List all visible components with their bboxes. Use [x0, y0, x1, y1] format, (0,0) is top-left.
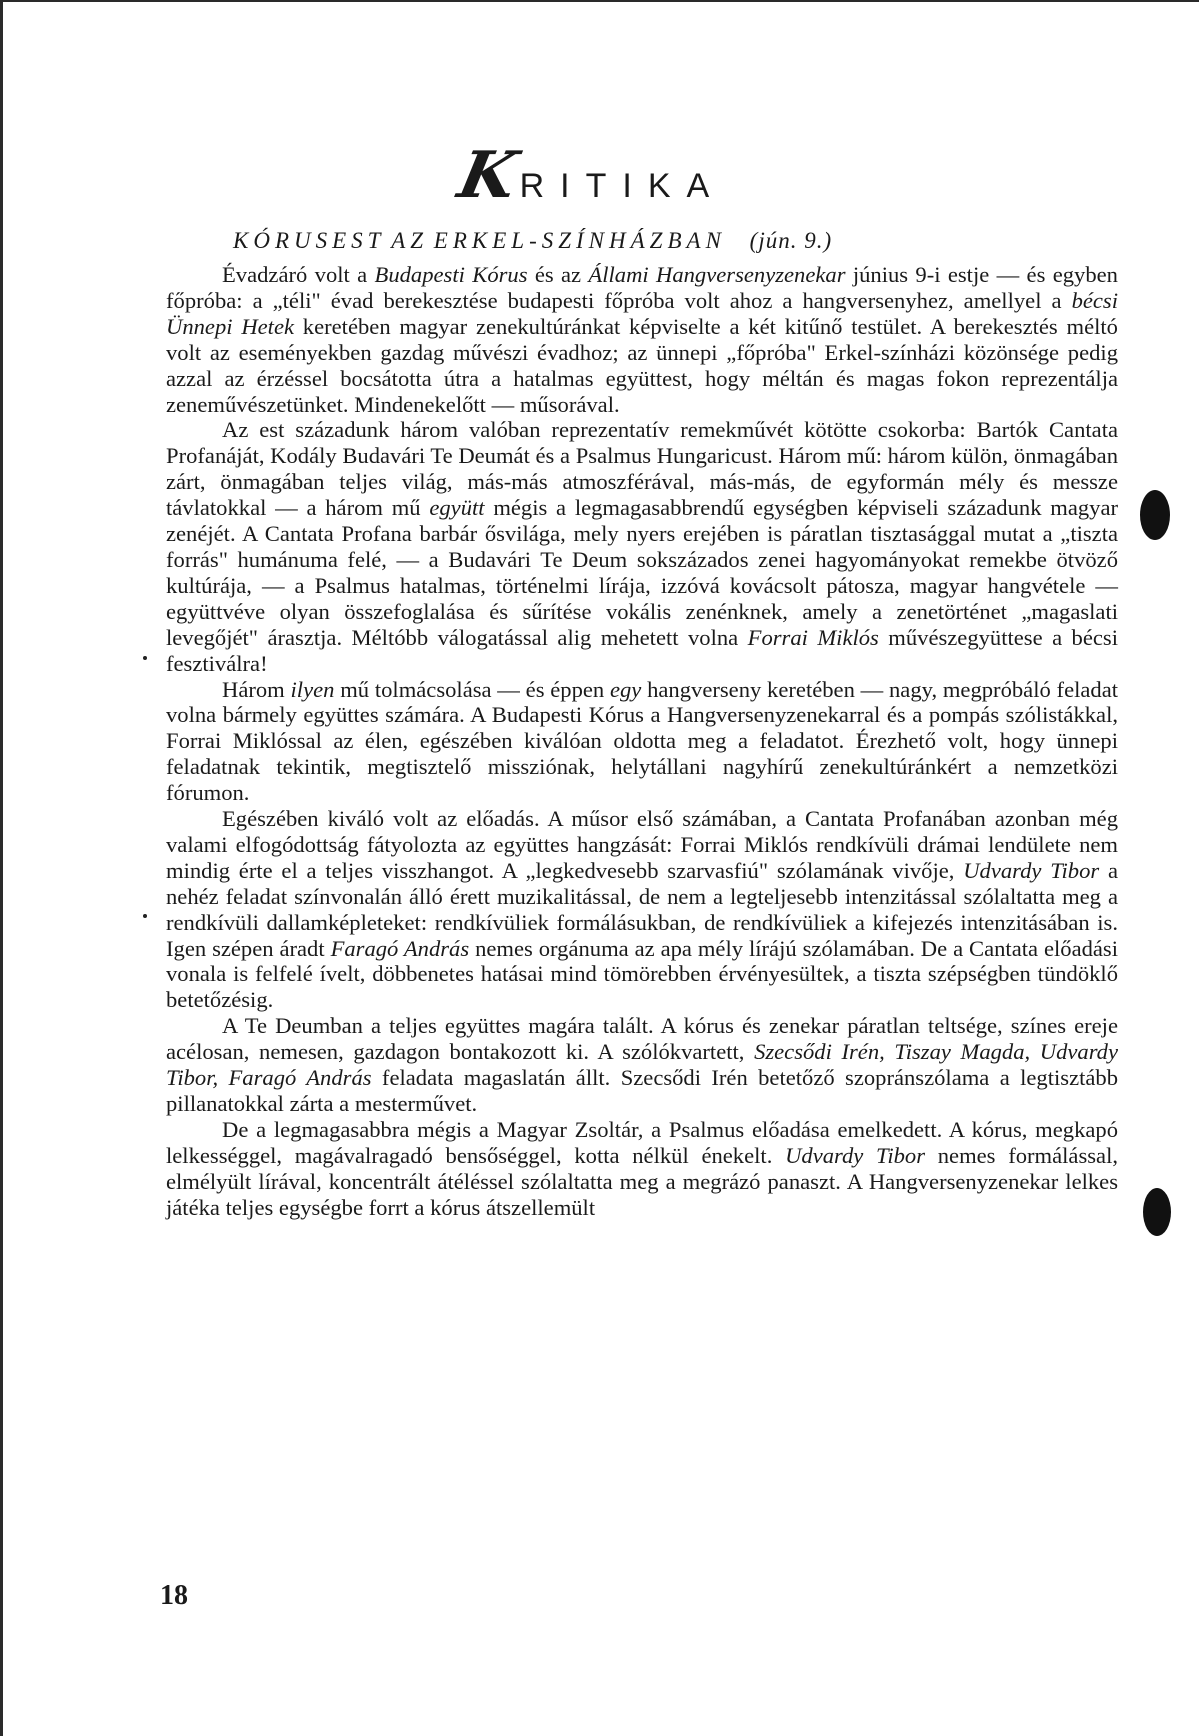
emphasis: bécsi Ünnepi Hetek — [166, 287, 1118, 339]
page-number: 18 — [160, 1580, 188, 1611]
emphasis: Udvardy Tibor — [785, 1142, 926, 1168]
emphasis: Faragó András — [330, 935, 470, 961]
headline-part-2: AZ — [391, 228, 429, 253]
emphasis: Szecsődi Irén, Tiszay Magda, Udvardy Tibor, Faragó András — [166, 1039, 1118, 1091]
emphasis: Budapesti Kórus — [374, 262, 528, 287]
article-headline — [233, 226, 1073, 256]
text: nemes formálással, elmélyült lírával, koncentrált átéléssel szólaltatta meg a megrázó panaszt. A Hangversenyzenekar lelkes játéka teljes egységbe forrt a kórus átszellemült — [166, 1142, 1118, 1220]
emphasis: együtt — [429, 495, 485, 521]
paragraph-2 — [166, 417, 1118, 676]
margin-speck — [143, 914, 147, 918]
text: a nehéz feladat színvonalán álló érett muzikalitással, de nem a legteljesebb intenzitással szólaltatta meg a rendkívüli dallamképleteket: rendkívüliek formálásukban, de rendkívüliek a kifejezés intenzitásában is. Igen szépen áradt — [166, 857, 1118, 961]
text: és az — [527, 262, 589, 287]
text: Három — [222, 676, 291, 702]
section-title-initial: K — [452, 138, 524, 213]
text: mégis a legmagasabbrendű egységben képviseli századunk magyar zenéjét. A Cantata Profana barbár ősvilága, mely nyers erejében is páratlan tisztasággal mutat a „tiszta forrás" humánuma felé, — a Budavári Te Deum sokszázados zenei hagyományokat remekbe ötvöző kultúrája, — a Psalmus hatalmas, történelmi lírája, izzóvá kovácsolt pátosza, magyar hangvétele — együttvéve olyan összefoglalása és sűrítése vokális zenénknek, amely a zenetörténet „magaslati levegőjét" árasztja. Méltóbb válogatással alig mehetett volna — [166, 495, 1118, 650]
binding-hole-mark — [1140, 490, 1170, 540]
section-title — [452, 138, 860, 213]
text: Egészében kiváló volt az előadás. A műsor első számában, a Cantata Profanában azonban még valami elfogódottság fátyolozta az együttes hangzását: Forrai Miklós rendkívüli drámai lendülete nem mindig érte el a teljes visszhangot. A „legkedvesebb szarvasfiú" szólamának vivője, — [166, 806, 1118, 883]
text: De a legmagasabbra mégis a Magyar Zsoltár, a Psalmus előadása emelkedett. A kórus, megkapó lelkességgel, magávalragadó bensőséggel, kotta nélkül énekelt. — [166, 1116, 1118, 1168]
text: A Te Deumban a teljes együttes magára talált. A kórus és zenekar páratlan teltsége, színes ereje acélosan, nemesen, gazdagon bontakozott ki. A szólókvartett, — [166, 1013, 1118, 1065]
section-title-rest: RITIKA — [519, 167, 726, 205]
emphasis: Udvardy Tibor — [963, 857, 1100, 883]
text: nemes orgánuma az apa mély lírájú szólamában. De a Cantata előadási vonala is felfelé ívelt, döbbenetes hatásai mind tömörebben érvényesültek, a tiszta szépségben tündöklő betetőzésig. — [166, 935, 1118, 1013]
text: Évadzáró volt a — [222, 262, 375, 287]
emphasis: ilyen — [290, 676, 335, 702]
text: mű tolmácsolása — és éppen — [334, 676, 610, 702]
emphasis: Állami Hangversenyzenekar — [588, 262, 846, 287]
emphasis: egy — [609, 676, 642, 702]
paragraph-1 — [166, 262, 1118, 417]
text: június 9-i estje — és egyben főpróba: a „téli" évad berekesztése budapesti főpróba volt ahoz a hangversenyhez, amellyel a — [166, 262, 1118, 313]
text: hangverseny keretében — nagy, megpróbáló feladat volna bármely együttes számára. A Budapesti Kórus a Hangversenyzenekarral és a pompás szólistákkal, Forrai Miklóssal az élen, egészében kiválóan oldotta meg a feladatot. Érezhető volt, hogy ünnepi feladatnak tekintik, megtisztelő missziónak, helytállani nagyhírű zenekultúránkért a nemzetközi fórumon. — [166, 676, 1119, 806]
text: keretében magyar zenekultúránkat képviselte a két kitűnő testület. A berekesztés méltó volt az eseményekben gazdag művészi évadhoz; az ünnepi „főpróba" Erkel-színházi közönsége pedig azzal az érzéssel bocsátotta útra a hatalmas együttest, hogy méltán és magas fokon reprezentálja zeneművészetünket. Mindenekelőtt — műsorával. — [166, 313, 1118, 417]
headline-part-1: KÓRUSEST — [233, 228, 386, 253]
paragraph-5 — [166, 1013, 1118, 1117]
emphasis: Forrai Miklós — [747, 624, 879, 650]
text: művészegyüttese a bécsi fesztiválra! — [166, 624, 1118, 676]
article-body — [166, 262, 1118, 1221]
paragraph-6 — [166, 1117, 1118, 1221]
paragraph-3 — [166, 677, 1118, 807]
headline-date: (jún. 9.) — [749, 228, 833, 253]
text: Az est századunk három valóban reprezentatív remekművét kötötte csokorba: Bartók Cantata Profanáját, Kodály Budavári Te Deumát és a Psalmus Hungaricust. Három mű: három külön, önmagában zárt, önmagában teljes világ, más-más atmoszférával, más-más, de egyformán mély és messze távlatokkal — a három mű — [166, 417, 1118, 521]
margin-speck — [143, 656, 147, 660]
text: feladata magaslatán állt. Szecsődi Irén betetőző szopránszólama a legtisztább pillanatokkal zárta a mesterművet. — [166, 1065, 1119, 1116]
headline-part-3: ERKEL-SZÍNHÁZBAN — [433, 228, 726, 253]
paragraph-4 — [166, 806, 1118, 1013]
binding-hole-mark — [1143, 1188, 1171, 1236]
